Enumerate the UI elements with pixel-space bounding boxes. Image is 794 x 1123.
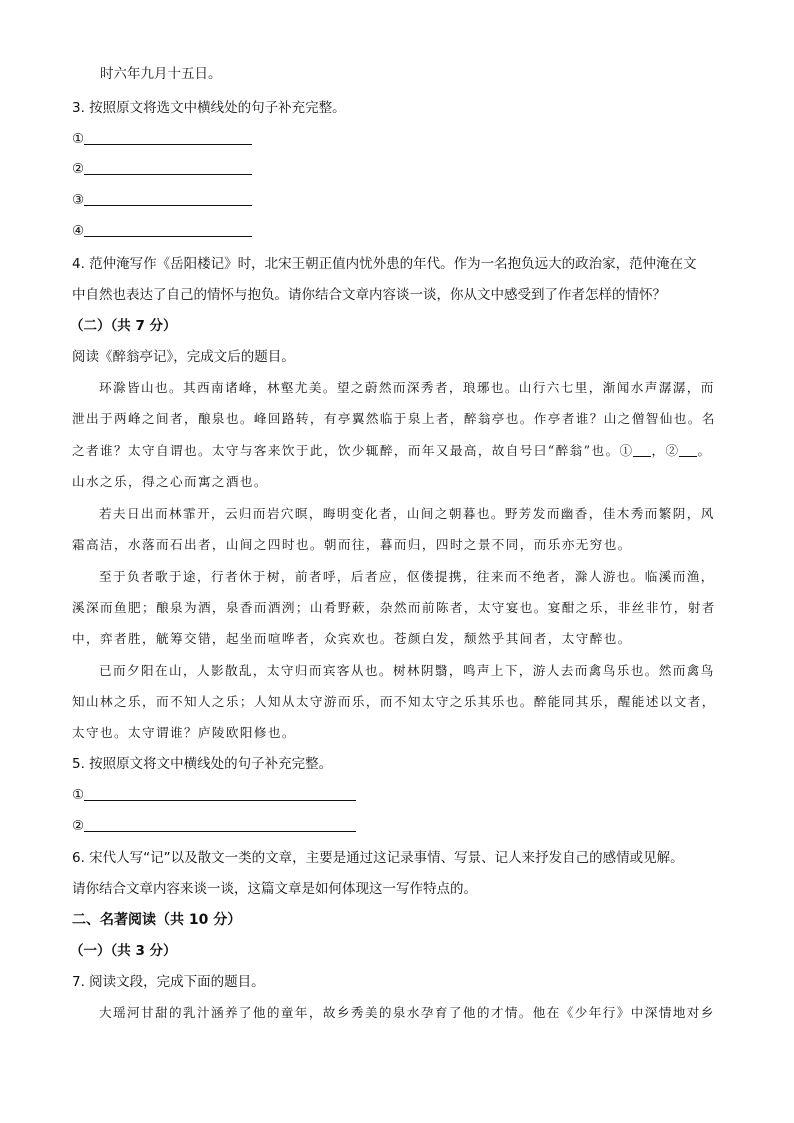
passage-line: 已而夕阳在山，人影散乱，太守归而宾客从也。树林阴翳，鸣声上下，游人去而禽鸟乐也。然而禽鸟 [99,663,715,678]
answer-line-4[interactable] [72,221,252,241]
answer-blank[interactable] [84,130,252,145]
passage-line: 若夫日出而林霏开，云归而岩穴暝，晦明变化者，山间之朝暮也。野芳发而幽香，佳木秀而繁阴，风 [99,506,715,521]
passage-line: 中，弈者胜，觥筹交错，起坐而喧哗者，众宾欢也。苍颜白发，颓然乎其间者，太守醉也。 [72,631,632,646]
passage-line: 至于负者歌于途，行者休于树，前者呼，后者应，伛偻提携，往来而不绝者，滁人游也。临溪而渔， [99,569,715,584]
question-6-prompt: 6. 宋代人写“记”以及散文一类的文章，主要是通过这记录事情、写景、记人来抒发自己的感情或见解。 [72,850,684,866]
question-5-prompt: 5. 按照原文将文中横线处的句子补充完整。 [72,756,333,772]
passage-line: 溪深而鱼肥；酿泉为酒，泉香而酒洌；山肴野蔌，杂然而前陈者，太守宴也。宴酣之乐，非丝非竹，射者 [72,600,716,615]
question-6-prompt-cont: 请你结合文章内容来谈一谈，这篇文章是如何体现这一写作特点的。 [72,881,477,897]
answer-line-2[interactable] [72,159,252,179]
passage-line: 泄出于两峰之间者，酿泉也。峰回路转，有亭翼然临于泉上者，醉翁亭也。作亭者谁？山之僧智仙也。名 [72,411,716,426]
passage-line: 知山林之乐，而不知人之乐；人知从太守游而乐，而不知太守之乐其乐也。醉能同其乐，醒能述以文者， [72,694,716,709]
circled-number: ③ [72,192,85,208]
blank-label: ② [665,443,680,458]
circled-number: ② [72,818,85,834]
answer-line-5-2[interactable] [72,816,356,836]
question-3-prompt: 3. 按照原文将选文中横线处的句子补充完整。 [72,100,346,116]
question-4-prompt: 4. 范仲淹写作《岳阳楼记》时，北宋王朝正值内忧外患的年代。作为一名抱负远大的政治家，范仲淹在文 [72,256,697,272]
answer-line-1[interactable] [72,129,252,149]
question-4-prompt-cont: 中自然也表达了自己的情怀与抱负。请你结合文章内容谈一谈，你从文中感受到了作者怎样的情怀？ [72,287,666,303]
circled-number: ① [72,131,85,147]
answer-blank[interactable] [84,222,252,237]
passage-line: 山水之乐，得之心而寓之酒也。 [72,474,268,489]
passage-line-with-blanks: 之者谁？太守自谓也。太守与客来饮于此，饮少辄醉，而年又最高，故自号曰“醉翁”也。① ，② 。 [72,443,712,458]
answer-blank[interactable] [84,160,252,175]
answer-blank[interactable] [84,786,356,801]
section-heading: （二）（共 7 分） [70,318,177,334]
circled-number: ④ [72,223,85,239]
answer-line-5-1[interactable] [72,785,356,805]
reading-instruction: 阅读《醉翁亭记》，完成文后的题目。 [72,349,295,365]
passage-line: 霜高洁，水落而石出者，山间之四时也。朝而往，暮而归，四时之景不同，而乐亦无穷也。 [72,537,632,552]
question-7-prompt: 7. 阅读文段，完成下面的题目。 [72,974,265,990]
section-heading: （一）（共 3 分） [70,943,177,959]
answer-line-3[interactable] [72,190,252,210]
passage-line: 环滁皆山也。其西南诸峰，林壑尤美。望之蔚然而深秀者，琅琊也。山行六七里，渐闻水声潺潺，而 [99,380,715,395]
passage-line: 大瑶河甘甜的乳汁涵养了他的童年，故乡秀美的泉水孕育了他的才情。他在《少年行》中深情地对乡 [99,1005,715,1020]
passage-line: 太守也。太守谓谁？庐陵欧阳修也。 [72,725,296,740]
circled-number: ② [72,161,85,177]
answer-blank[interactable] [84,191,252,206]
inline-blank[interactable] [633,442,651,457]
answer-blank[interactable] [84,817,356,832]
blank-label: ① [619,443,634,458]
circled-number: ① [72,787,85,803]
inline-blank[interactable] [679,442,697,457]
part-heading: 二、名著阅读（共 10 分） [72,912,242,928]
carryover-line: 时六年九月十五日。 [100,66,222,82]
